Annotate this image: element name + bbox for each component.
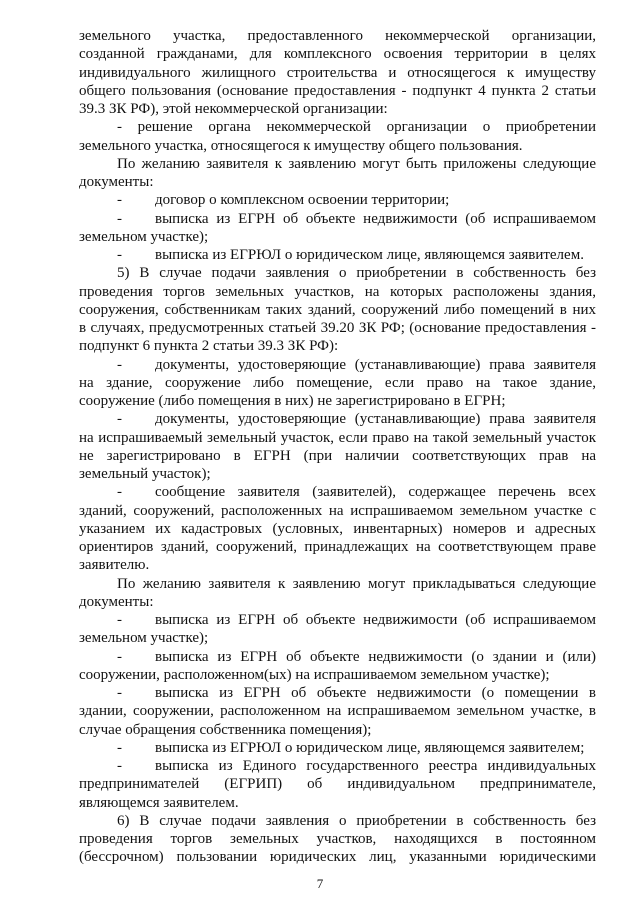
bullet-list-item — [79, 246, 596, 264]
text-line: предпринимателей (ЕГРИП) об индивидуальном предпринимателе, — [79, 776, 596, 793]
bullet-text: выписка из Единого государственного реестра индивидуальных — [155, 758, 596, 774]
bullet-dash: - — [117, 758, 122, 774]
text-line: являющемся заявителем. — [79, 794, 239, 811]
text-line: документы: — [79, 593, 154, 610]
page-number: 7 — [316, 876, 324, 891]
bullet-list-item — [79, 410, 596, 428]
text-line: документы: — [79, 174, 154, 190]
bullet-text: документы, удостоверяющие (устанавливающие) права заявителя — [155, 411, 596, 428]
bullet-dash: - — [117, 356, 122, 373]
bullet-text: выписка из ЕГРН об объекте недвижимости (об испрашиваемом — [155, 612, 596, 628]
bullet-text: выписка из ЕГРН об объекте недвижимости (о здании и (или) — [155, 648, 596, 665]
bullet-list-item — [79, 648, 596, 666]
bullet-list-item — [79, 210, 596, 228]
text-line: 39.3 ЗК РФ), этой некоммерческой организации: — [79, 101, 388, 117]
bullet-dash: - — [117, 247, 122, 263]
text-line: 6) В случае подачи заявления о приобретении в собственность без — [117, 812, 596, 829]
text-line: проведения торгов земельных участков, находящихся в постоянном — [79, 831, 596, 847]
bullet-dash: - — [117, 411, 122, 428]
text-line: - решение органа некоммерческой организации о приобретении — [117, 119, 596, 136]
text-line: земельном участке); — [79, 630, 209, 647]
text-line: индивидуального жилищного строительства и относящегося к имуществу — [79, 64, 596, 81]
text-line: сооружения, собственникам таких зданий, сооружений либо помещений в них — [79, 301, 596, 318]
text-line: на испрашиваемый земельный участок, если право на такой земельный участок — [79, 429, 596, 446]
bullet-list-item — [79, 611, 596, 629]
bullet-dash: - — [117, 739, 122, 756]
text-line: здании, сооружении, расположенном на испрашиваемом земельном участке, в — [79, 703, 596, 720]
text-line: на здание, сооружение либо помещение, если право на такое здание, — [79, 374, 596, 391]
bullet-text: сообщение заявителя (заявителей), содержащее перечень всех — [155, 484, 596, 501]
bullet-dash: - — [117, 648, 122, 665]
bullet-text: договор о комплексном освоении территории; — [155, 192, 450, 209]
bullet-list-item — [79, 757, 596, 775]
text-line: в случаях, предусмотренных статьей 39.20 ЗК РФ; (основание предоставления - — [79, 320, 596, 336]
text-line: заявителю. — [79, 557, 150, 574]
bullet-dash: - — [117, 192, 122, 209]
bullet-dash: - — [117, 612, 122, 628]
text-line: не зарегистрировано в ЕГРН (при наличии соответствующих прав на — [79, 447, 596, 464]
text-line: земельного участка, относящегося к имуществу общего пользования. — [79, 137, 523, 154]
text-line: земельный участок); — [79, 466, 211, 482]
bullet-list-item — [79, 191, 596, 209]
text-line: сооружении, расположенном(ых) на испрашиваемом земельном участке); — [79, 666, 550, 683]
bullet-dash: - — [117, 210, 122, 227]
bullet-text: выписка из ЕГРН об объекте недвижимости (о помещении в — [155, 685, 596, 701]
text-line: земельного участка, предоставленного некоммерческой организации, — [79, 28, 596, 44]
bullet-list-item — [79, 739, 596, 757]
text-line: проведения торгов земельных участков, на которых расположены здания, — [79, 283, 596, 300]
bullet-text: документы, удостоверяющие (устанавливающие) права заявителя — [155, 356, 596, 373]
bullet-dash: - — [117, 685, 122, 701]
bullet-list-item — [79, 684, 596, 702]
bullet-text: выписка из ЕГРЮЛ о юридическом лице, являющемся заявителем; — [155, 739, 585, 756]
text-line: (бессрочном) пользовании юридических лиц, указанными юридическими — [79, 849, 596, 866]
text-line: случае обращения собственника помещения); — [79, 721, 372, 738]
text-line: сооружение (либо помещения в них) не зарегистрировано в ЕГРН; — [79, 393, 506, 409]
text-line: земельном участке); — [79, 228, 209, 245]
bullet-list-item — [79, 483, 596, 501]
bullet-dash: - — [117, 484, 122, 501]
text-line: ориентиров зданий, сооружений, принадлежащих на соответствующем праве — [79, 539, 596, 555]
text-line: указанием их кадастровых (условных, инвентарных) номеров и адресных — [79, 520, 596, 537]
bullet-text: выписка из ЕГРЮЛ о юридическом лице, являющемся заявителем. — [155, 247, 584, 263]
document-body — [79, 27, 596, 867]
text-line: подпункт 6 пункта 2 статьи 39.3 ЗК РФ): — [79, 338, 339, 355]
bullet-list-item — [79, 356, 596, 374]
text-line: По желанию заявителя к заявлению могут быть приложены следующие — [117, 155, 596, 172]
bullet-text: выписка из ЕГРН об объекте недвижимости (об испрашиваемом — [155, 210, 596, 227]
text-line: зданий, сооружений, расположенных на испрашиваемом земельном участке с — [79, 502, 596, 519]
text-line: По желанию заявителя к заявлению могут прикладываться следующие — [117, 575, 596, 592]
text-line: общего пользования (основание предоставления - подпункт 4 пункта 2 статьи — [79, 82, 596, 99]
text-line: созданной гражданами, для комплексного освоения территории в целях — [79, 46, 596, 63]
text-line: 5) В случае подачи заявления о приобретении в собственность без — [117, 265, 596, 282]
